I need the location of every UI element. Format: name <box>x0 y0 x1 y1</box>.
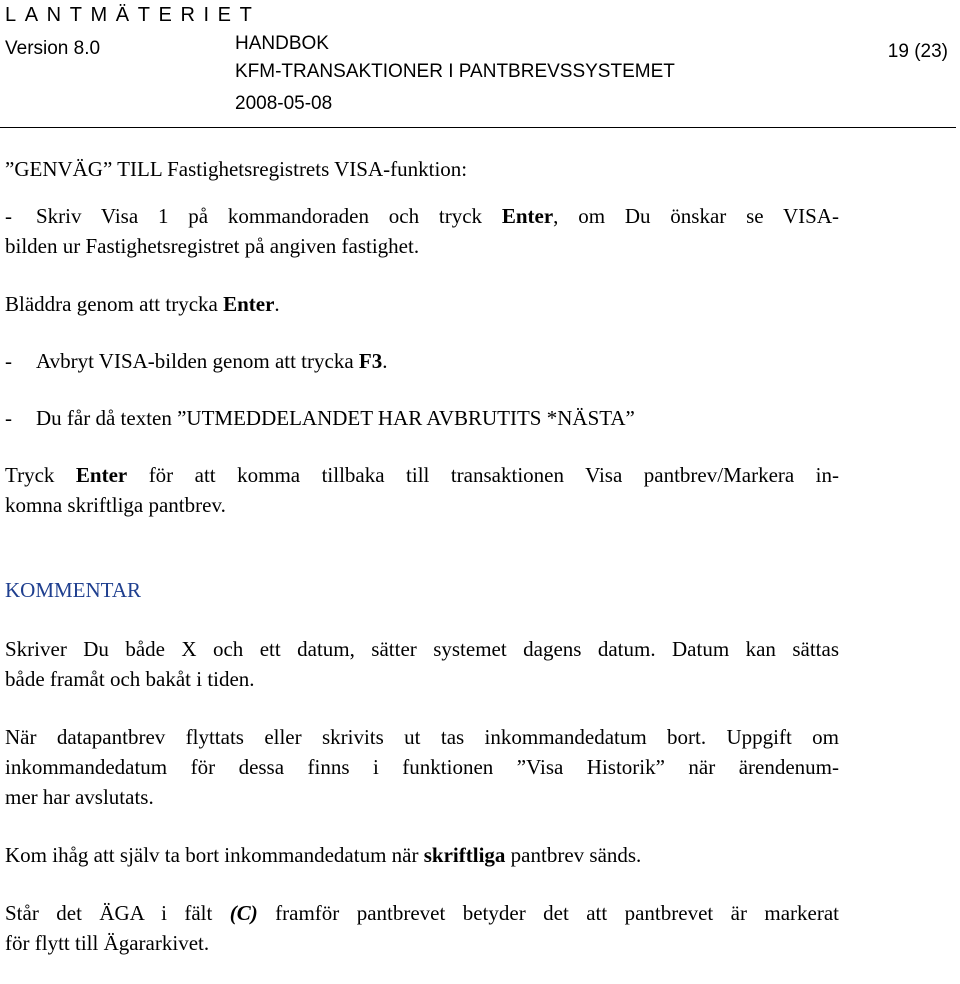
comment-aga-line2: för flytt till Ägararkivet. <box>5 931 210 955</box>
instruction-cancel: - Avbryt VISA-bilden genom att trycka F3. <box>5 346 839 376</box>
comment-aga-line1: Står det ÄGA i fält (C) framför pantbrevet betyder det att pantbrevet är markerat <box>5 901 839 925</box>
emphasis-skriftliga: skriftliga <box>423 843 506 867</box>
field-c: (C) <box>229 901 258 925</box>
page-content <box>5 154 839 958</box>
comment-moved-line2: inkommandedatum för dessa finns i funktionen ”Visa Historik” när ärendenum- <box>5 755 839 779</box>
comment-reminder: Kom ihåg att själv ta bort inkommandedatum när skriftliga pantbrev sänds. <box>5 843 642 867</box>
key-enter: Enter <box>501 204 554 228</box>
header-divider <box>0 127 956 128</box>
instruction-visa-line2: bilden ur Fastighetsregistret på angiven fastighet. <box>5 234 420 258</box>
document-type: HANDBOK <box>235 33 329 54</box>
comment-date-line1: Skriver Du både X och ett datum, sätter systemet dagens datum. Datum kan sättas <box>5 637 839 661</box>
instruction-message: - Du får då texten ”UTMEDDELANDET HAR AVBRUTITS *NÄSTA” <box>5 403 839 433</box>
list-dash: - <box>5 406 12 430</box>
comment-date-line2: både framåt och bakåt i tiden. <box>5 667 255 691</box>
instruction-return-line1: Tryck Enter för att komma tillbaka till transaktionen Visa pantbrev/Markera in- <box>5 463 839 487</box>
page-number: 19 (23) <box>887 41 948 62</box>
document-version: Version 8.0 <box>5 38 101 59</box>
key-f3: F3 <box>358 349 383 373</box>
instruction-visa-line1: - Skriv Visa 1 på kommandoraden och tryck Enter, om Du önskar se VISA- <box>5 201 839 231</box>
organization-name: LANTMÄTERIET <box>5 4 261 26</box>
document-date: 2008-05-08 <box>235 93 333 114</box>
key-enter: Enter <box>223 292 275 316</box>
key-enter: Enter <box>75 463 128 487</box>
list-dash: - <box>5 349 12 373</box>
shortcut-title: ”GENVÄG” TILL Fastighetsregistrets VISA-funktion: <box>5 157 468 181</box>
comment-moved-line1: När datapantbrev flyttats eller skrivits ut tas inkommandedatum bort. Uppgift om <box>5 725 839 749</box>
instruction-return-line2: komna skriftliga pantbrev. <box>5 493 226 517</box>
instruction-browse: Bläddra genom att trycka Enter. <box>5 292 280 316</box>
comment-moved-line3: mer har avslutats. <box>5 785 154 809</box>
document-title: KFM-TRANSAKTIONER I PANTBREVSSYSTEMET <box>235 61 675 82</box>
list-dash: - <box>5 204 12 228</box>
kommentar-heading: KOMMENTAR <box>5 578 141 602</box>
